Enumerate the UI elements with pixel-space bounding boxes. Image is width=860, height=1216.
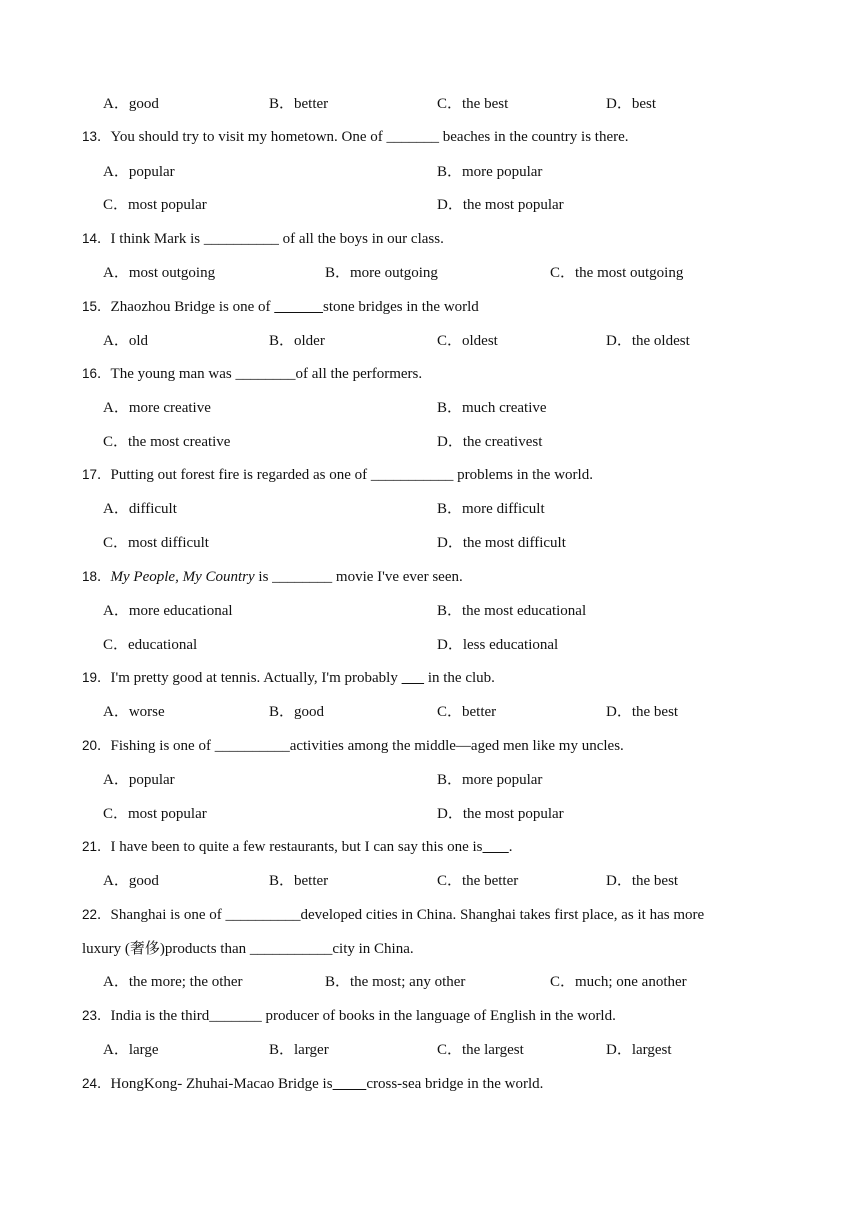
movie-title: My People, My Country bbox=[110, 569, 255, 585]
option-c: C．the largest bbox=[437, 1042, 524, 1058]
question-text: The young man was ________of all the performers. bbox=[110, 366, 423, 382]
question-number: 21． bbox=[82, 839, 111, 854]
question-text: in the club. bbox=[424, 670, 495, 686]
option-b: B．older bbox=[269, 333, 325, 349]
option-b: B．more difficult bbox=[437, 501, 545, 517]
question-text: HongKong- Zhuhai-Macao Bridge is bbox=[110, 1076, 333, 1092]
question-20 bbox=[82, 737, 624, 755]
option-a: A．most outgoing bbox=[103, 265, 216, 281]
option-d: D．best bbox=[606, 96, 656, 112]
option-c: C．the most outgoing bbox=[550, 265, 684, 281]
option-c: C．educational bbox=[103, 637, 198, 653]
question-number: 15． bbox=[82, 299, 111, 314]
question-16 bbox=[82, 365, 422, 383]
question-text: Zhaozhou Bridge is one of bbox=[110, 299, 275, 315]
question-text: I have been to quite a few restaurants, but I can say this one is bbox=[110, 839, 483, 855]
option-b: B．more outgoing bbox=[325, 265, 438, 281]
option-a: A．more creative bbox=[103, 400, 211, 416]
question-22-continued bbox=[82, 940, 414, 958]
option-d: D．the oldest bbox=[606, 333, 690, 349]
question-14 bbox=[82, 230, 444, 248]
option-a: A．popular bbox=[103, 772, 175, 788]
option-c: C．the best bbox=[437, 96, 509, 112]
option-d: D．the most popular bbox=[437, 806, 564, 822]
option-b: B．more popular bbox=[437, 772, 543, 788]
question-number: 20． bbox=[82, 738, 111, 753]
question-19 bbox=[82, 669, 495, 687]
option-d: D．the creativest bbox=[437, 434, 543, 450]
question-text: India is the third_______ producer of books in the language of English in the world. bbox=[110, 1008, 616, 1024]
option-a: A．worse bbox=[103, 704, 165, 720]
question-text: Putting out forest fire is regarded as one of ___________ problems in the world. bbox=[110, 467, 593, 483]
option-d: D．the best bbox=[606, 704, 679, 720]
answer-blank bbox=[402, 670, 425, 686]
question-number: 23． bbox=[82, 1008, 111, 1023]
question-text: Fishing is one of __________activities among the middle—aged men like my uncles. bbox=[110, 738, 624, 754]
option-a: A．more educational bbox=[103, 603, 233, 619]
option-c: C．oldest bbox=[437, 333, 498, 349]
option-d: D．the most popular bbox=[437, 197, 564, 213]
question-number: 16． bbox=[82, 366, 111, 381]
question-18 bbox=[82, 568, 463, 586]
option-c: C．much; one another bbox=[550, 974, 687, 990]
option-b: B．larger bbox=[269, 1042, 329, 1058]
question-number: 19． bbox=[82, 670, 111, 685]
question-number: 24． bbox=[82, 1076, 111, 1091]
option-a: A．good bbox=[103, 873, 159, 889]
question-text: cross-sea bridge in the world. bbox=[366, 1076, 544, 1092]
question-17 bbox=[82, 466, 593, 484]
question-number: 18． bbox=[82, 569, 111, 584]
option-a: A．popular bbox=[103, 164, 175, 180]
option-b: B．the most educational bbox=[437, 603, 587, 619]
option-b: B．better bbox=[269, 96, 329, 112]
question-22 bbox=[82, 906, 704, 924]
question-text: . bbox=[508, 839, 513, 855]
option-b: B．good bbox=[269, 704, 325, 720]
option-a: A．difficult bbox=[103, 501, 177, 517]
question-text: Shanghai is one of __________developed cities in China. Shanghai takes first place, as it has more bbox=[110, 907, 705, 923]
question-text: I'm pretty good at tennis. Actually, I'm probably bbox=[110, 670, 402, 686]
option-c: C．most difficult bbox=[103, 535, 209, 551]
question-number: 22． bbox=[82, 907, 111, 922]
question-number: 17． bbox=[82, 467, 111, 482]
question-text: You should try to visit my hometown. One of _______ beaches in the country is there. bbox=[110, 129, 629, 145]
question-23 bbox=[82, 1007, 616, 1025]
option-c: C．most popular bbox=[103, 197, 207, 213]
answer-blank bbox=[483, 839, 509, 855]
option-c: C．better bbox=[437, 704, 497, 720]
question-13 bbox=[82, 128, 629, 146]
question-number: 14． bbox=[82, 231, 111, 246]
option-a: A．good bbox=[103, 96, 159, 112]
question-text: I think Mark is __________ of all the boys in our class. bbox=[110, 231, 444, 247]
option-b: B．the most; any other bbox=[325, 974, 466, 990]
option-b: B．much creative bbox=[437, 400, 547, 416]
question-text: luxury (奢侈)products than ___________city in China. bbox=[82, 941, 414, 957]
question-15 bbox=[82, 298, 479, 316]
option-b: B．more popular bbox=[437, 164, 543, 180]
option-d: D．the most difficult bbox=[437, 535, 566, 551]
question-21 bbox=[82, 838, 513, 856]
question-text: stone bridges in the world bbox=[323, 299, 479, 315]
option-a: A．large bbox=[103, 1042, 159, 1058]
option-d: D．less educational bbox=[437, 637, 559, 653]
option-d: D．the best bbox=[606, 873, 679, 889]
answer-blank bbox=[274, 299, 323, 315]
option-a: A．the more; the other bbox=[103, 974, 243, 990]
question-text: is ________ movie I've ever seen. bbox=[254, 569, 463, 585]
option-c: C．most popular bbox=[103, 806, 207, 822]
option-a: A．old bbox=[103, 333, 149, 349]
option-c: C．the most creative bbox=[103, 434, 231, 450]
option-b: B．better bbox=[269, 873, 329, 889]
option-c: C．the better bbox=[437, 873, 519, 889]
answer-blank bbox=[333, 1076, 367, 1092]
question-24 bbox=[82, 1075, 543, 1093]
question-number: 13． bbox=[82, 129, 111, 144]
option-d: D．largest bbox=[606, 1042, 672, 1058]
